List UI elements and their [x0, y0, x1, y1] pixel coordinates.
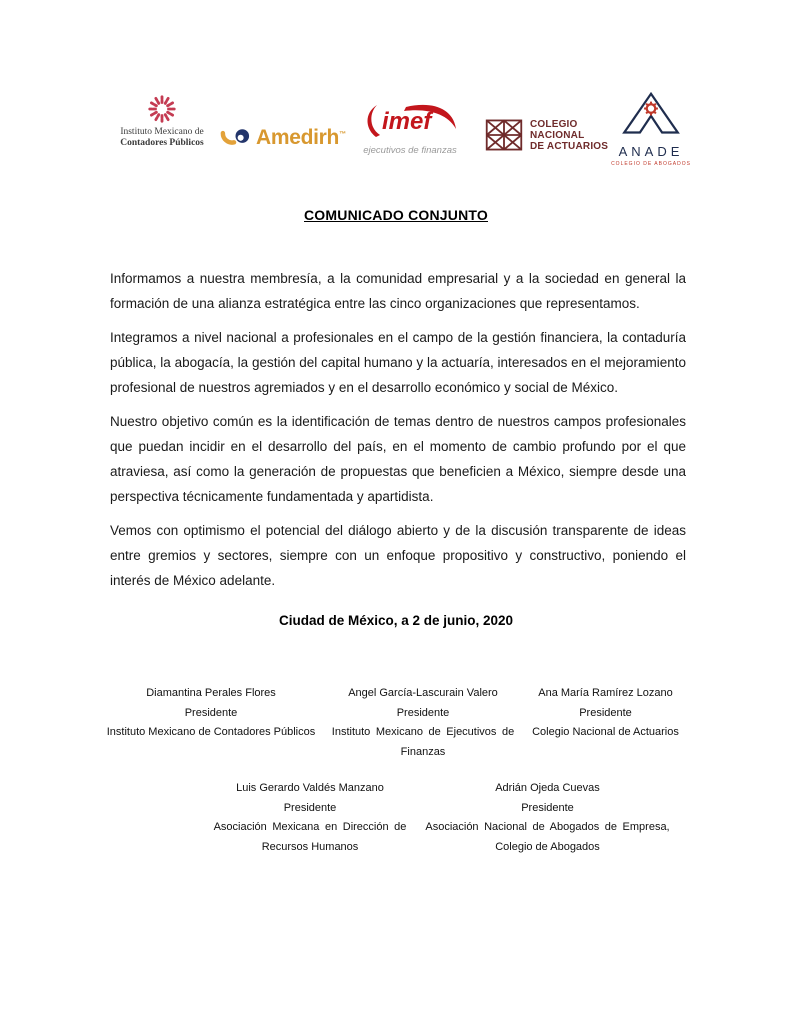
imef-tagline: ejecutivos de finanzas — [363, 145, 457, 156]
paragraph-4: Vemos con optimismo el potencial del diálogo abierto y de la discusión transparente de ideas entre gremios y sectores, siempre con un enfoque propositivo y constructivo, poniendo el interés de México adelante. — [110, 523, 686, 588]
cna-name-line2: NACIONAL — [530, 129, 585, 141]
cna-name-line3: DE ACTUARIOS — [530, 140, 609, 152]
svg-text:imef: imef — [382, 108, 432, 135]
logo-anade — [608, 91, 694, 167]
imcp-name-line1: Instituto Mexicano de — [120, 127, 204, 137]
signer-org-line2: Recursos Humanos — [261, 840, 359, 853]
document-body — [110, 266, 686, 602]
signer-role: Presidente — [521, 801, 574, 814]
signer-org-line2: Colegio de Abogados — [495, 840, 600, 853]
logo-colegio-nacional-actuarios — [484, 116, 608, 154]
signer-name: Diamantina Perales Flores — [146, 687, 276, 699]
signer-role: Presidente — [184, 706, 238, 719]
signature-block-amedirh — [185, 779, 435, 857]
signature-block-imcp — [105, 684, 317, 743]
signer-name: Angel García-Lascurain Valero — [348, 687, 498, 699]
anade-triangle-gear-icon — [618, 91, 684, 139]
paragraph-3: Nuestro objetivo común es la identificación de temas dentro de nuestros campos profesionales que puedan incidir en el desarrollo del país, en el momento de cambio profundo por el que atraviesa, así como la generación de propuestas que beneficien a México, siempre desde una perspectiva técnicamente fundamentada y apartidista. — [110, 414, 686, 504]
signer-org-line1: Asociación Nacional de Abogados de Empresa, — [425, 821, 670, 833]
cna-name-line1: COLEGIO — [530, 118, 578, 130]
signer-org-line1: Asociación Mexicana en Dirección de — [213, 821, 407, 833]
anade-wordmark: ANADE — [618, 144, 684, 159]
signer-role: Presidente — [396, 706, 450, 719]
signer-name: Ana María Ramírez Lozano — [538, 687, 673, 699]
document-title: COMUNICADO CONJUNTO — [304, 207, 488, 223]
imcp-starburst-icon — [143, 93, 181, 125]
amedirh-wordmark: Amedirh™ — [256, 126, 346, 149]
anade-tagline: COLEGIO DE ABOGADOS — [611, 161, 691, 167]
signature-block-anade — [420, 779, 675, 857]
signer-org: Instituto Mexicano de Contadores Públicos — [106, 726, 316, 738]
paragraph-1: Informamos a nuestra membresía, a la comunidad empresarial y a la sociedad en general la formación de una alianza estratégica entre las cinco organizaciones que representamos. — [110, 271, 686, 311]
trademark-symbol: ™ — [339, 131, 346, 138]
signer-role: Presidente — [283, 801, 337, 814]
signer-role: Presidente — [579, 706, 632, 719]
signer-org: Colegio Nacional de Actuarios — [532, 726, 679, 738]
logo-imef — [357, 102, 463, 156]
signer-org: Instituto Mexicano de Ejecutivos de Finanzas — [331, 726, 515, 758]
signer-name: Luis Gerardo Valdés Manzano — [236, 782, 384, 794]
dateline: Ciudad de México, a 2 de junio, 2020 — [278, 613, 514, 628]
paragraph-2: Integramos a nivel nacional a profesionales en el campo de la gestión financiera, la contaduría pública, la abogacía, la gestión del capital humano y la actuaría, interesados en el mejoramiento profesional de nuestros agremiados y en el desarrollo económico y social de México. — [110, 330, 686, 395]
signer-name: Adrián Ojeda Cuevas — [495, 782, 600, 794]
imcp-name-line2: Contadores Públicos — [120, 138, 204, 148]
logo-amedirh — [219, 126, 346, 150]
imef-wordmark-icon — [358, 102, 462, 142]
signature-block-imef — [317, 684, 529, 762]
signature-block-cna — [503, 684, 708, 743]
cna-emblem-icon — [484, 116, 524, 154]
logo-imcp — [112, 93, 212, 149]
amedirh-swirl-icon — [219, 126, 252, 150]
